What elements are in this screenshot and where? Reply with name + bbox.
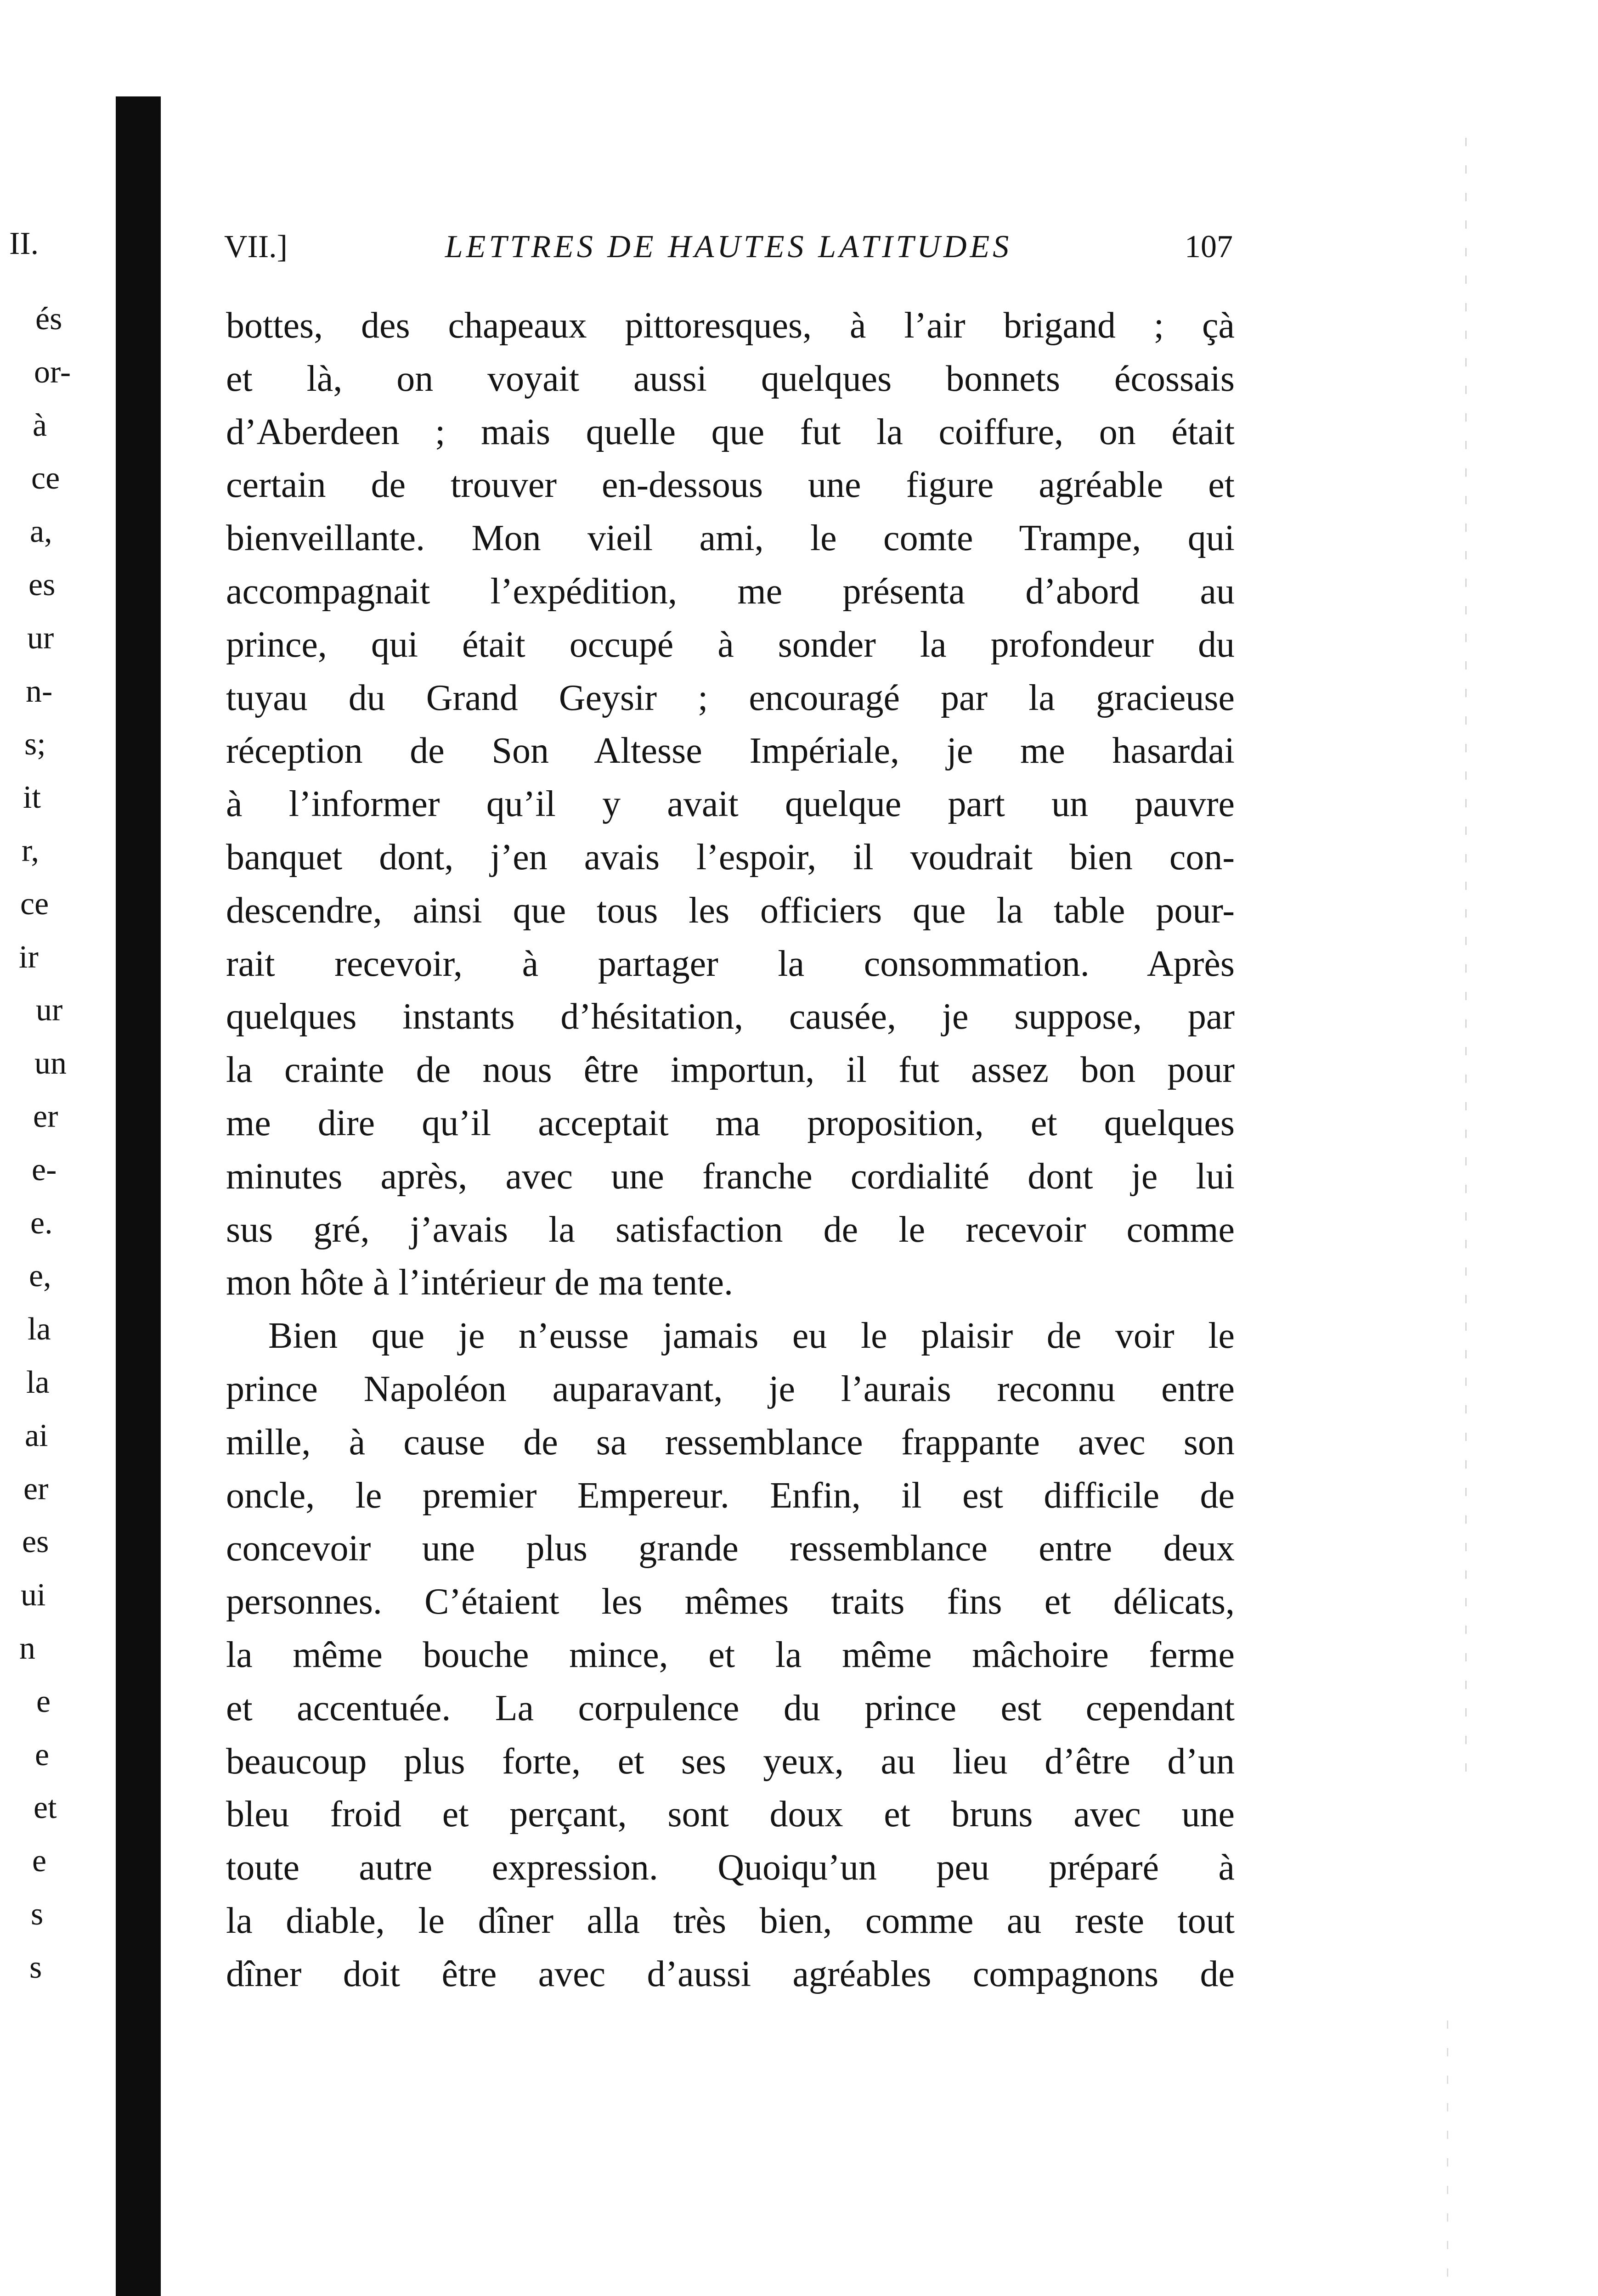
text-line: la même bouche mince, et la même mâchoire ferme <box>226 1634 1235 1675</box>
margin-fragment: II. <box>9 226 39 261</box>
paragraph <box>226 1310 1235 2001</box>
margin-fragment: ur <box>27 620 54 656</box>
text-line: descendre, ainsi que tous les officiers que la table pour- <box>226 890 1235 931</box>
text-line: accompagnait l’expédition, me présenta d’abord au <box>226 571 1235 612</box>
running-header <box>224 224 1233 270</box>
text-line: toute autre expression. Quoiqu’un peu préparé à <box>226 1847 1235 1888</box>
text-line: me dire qu’il acceptait ma proposition, et quelques <box>226 1103 1235 1143</box>
text-line: tuyau du Grand Geysir ; encouragé par la gracieuse <box>226 677 1235 718</box>
text-line: la diable, le dîner alla très bien, comme au reste tout <box>226 1900 1235 1941</box>
edge-speck-line <box>1465 138 1467 1791</box>
text-line: la crainte de nous être importun, il fut assez bon pour <box>226 1050 1235 1091</box>
margin-fragment: a, <box>30 514 52 550</box>
text-line: banquet dont, j’en avais l’espoir, il voudrait bien con- <box>226 837 1235 878</box>
margin-fragment: et <box>34 1790 57 1826</box>
margin-fragment: la <box>26 1365 50 1400</box>
text-line: sus gré, j’avais la satisfaction de le recevoir comme <box>226 1209 1235 1250</box>
text-line: certain de trouver en-dessous une figure agréable et <box>226 465 1235 506</box>
previous-page-margin <box>0 0 115 2296</box>
margin-fragment: or- <box>34 354 71 390</box>
page-number: 107 <box>1185 229 1233 264</box>
margin-fragment: ce <box>31 461 60 496</box>
text-line: d’Aberdeen ; mais quelle que fut la coiffure, on était <box>226 411 1235 452</box>
body-text <box>226 299 1235 2001</box>
text-line: mon hôte à l’intérieur de ma tente. <box>226 1262 734 1303</box>
margin-fragment: e. <box>30 1205 53 1241</box>
text-line: Bien que je n’eusse jamais eu le plaisir de voir le <box>268 1316 1235 1356</box>
margin-fragment: ur <box>36 992 63 1028</box>
margin-fragment: e <box>35 1737 50 1773</box>
margin-fragment: e- <box>32 1152 57 1187</box>
text-line: bienveillante. Mon vieil ami, le comte Trampe, qui <box>226 518 1235 559</box>
paragraph <box>226 299 1235 1310</box>
margin-fragment: ce <box>20 886 49 922</box>
text-line: mille, à cause de sa ressemblance frappante avec son <box>226 1422 1235 1463</box>
margin-fragment: ai <box>25 1418 48 1453</box>
text-line: personnes. C’étaient les mêmes traits fins et délicats, <box>226 1581 1235 1622</box>
chapter-number: VII.] <box>224 229 288 264</box>
text-line: concevoir une plus grande ressemblance entre deux <box>226 1528 1235 1569</box>
margin-fragment: es <box>22 1524 49 1560</box>
text-line: oncle, le premier Empereur. Enfin, il est difficile de <box>226 1475 1235 1516</box>
text-line: et accentuée. La corpulence du prince est cependant <box>226 1688 1235 1728</box>
text-line: bleu froid et perçant, sont doux et bruns avec une <box>226 1794 1235 1835</box>
text-line: minutes après, avec une franche cordialité dont je lui <box>226 1156 1235 1197</box>
margin-fragment: és <box>35 301 62 337</box>
margin-fragment: es <box>28 567 56 602</box>
binding-gutter <box>116 96 161 2296</box>
margin-fragment: s <box>29 1949 42 1985</box>
margin-fragment: n <box>19 1631 35 1666</box>
margin-fragment: s; <box>24 726 46 762</box>
margin-fragment: ir <box>19 939 39 975</box>
text-line: dîner doit être avec d’aussi agréables compagnons de <box>226 1953 1235 1994</box>
text-line: bottes, des chapeaux pittoresques, à l’air brigand ; çà <box>226 305 1235 346</box>
margin-fragment: e <box>36 1683 51 1719</box>
text-line: et là, on voyait aussi quelques bonnets écossais <box>226 358 1235 399</box>
margin-fragment: à <box>33 407 47 443</box>
text-line: prince Napoléon auparavant, je l’aurais reconnu entre <box>226 1368 1235 1409</box>
margin-fragment: s <box>31 1896 44 1932</box>
margin-fragment: ui <box>21 1577 46 1613</box>
text-line: prince, qui était occupé à sonder la profondeur du <box>226 624 1235 665</box>
running-title: LETTRES DE HAUTES LATITUDES <box>445 229 1012 264</box>
text-line: à l’informer qu’il y avait quelque part un pauvre <box>226 784 1235 825</box>
margin-fragment: it <box>23 780 41 816</box>
margin-fragment: e, <box>29 1258 51 1294</box>
text-line: quelques instants d’hésitation, causée, je suppose, par <box>226 996 1235 1037</box>
margin-fragment: n- <box>26 673 53 709</box>
edge-speck-line-lower <box>1447 2020 1448 2296</box>
margin-fragment: r, <box>22 833 40 868</box>
margin-fragment: er <box>33 1099 58 1134</box>
text-line: réception de Son Altesse Impériale, je me hasardai <box>226 731 1235 771</box>
text-line: beaucoup plus forte, et ses yeux, au lieu d’être d’un <box>226 1741 1235 1782</box>
margin-fragment: un <box>34 1046 67 1081</box>
margin-fragment: er <box>23 1471 49 1507</box>
margin-fragment: e <box>32 1843 47 1879</box>
text-line: rait recevoir, à partager la consommation. Après <box>226 943 1235 984</box>
margin-fragment: la <box>28 1311 51 1347</box>
